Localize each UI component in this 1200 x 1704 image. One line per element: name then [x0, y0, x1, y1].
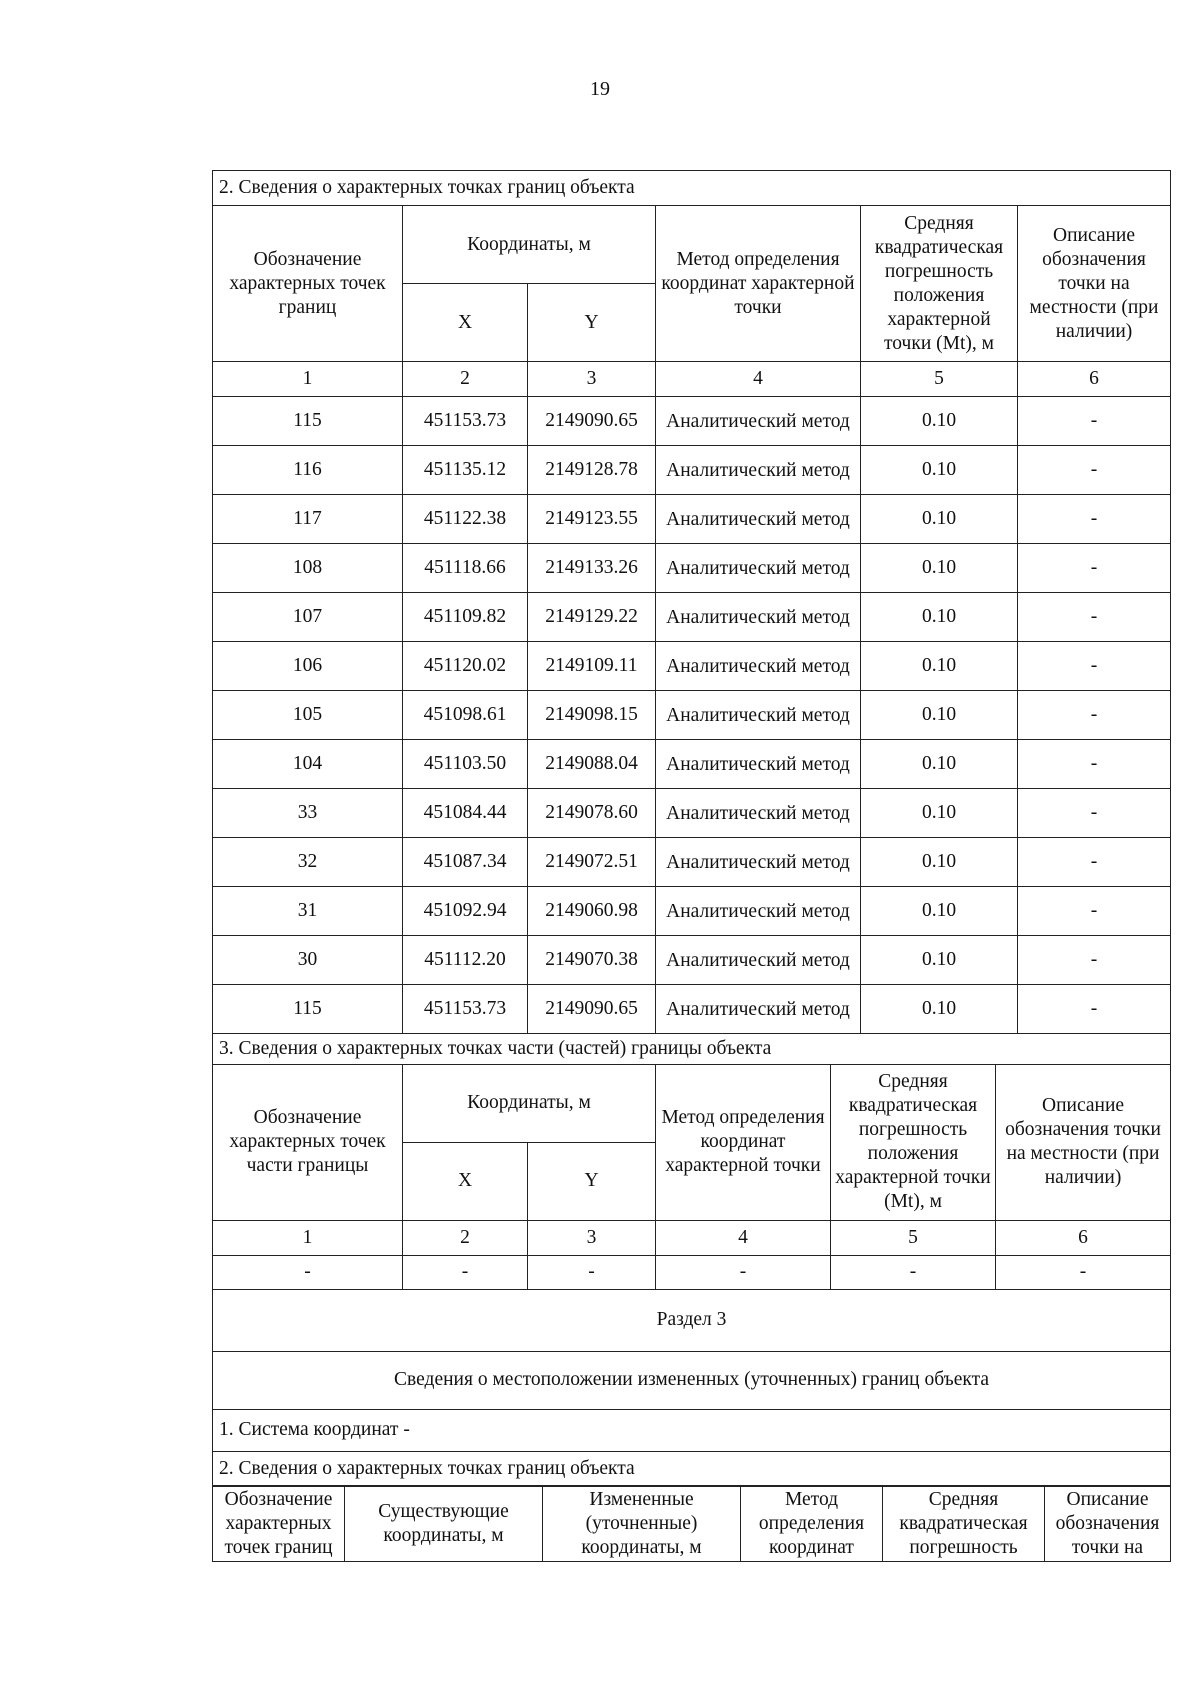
part-points-table: [212, 1033, 1171, 1487]
cell-error: 0.10: [861, 691, 1018, 740]
section-2-title: 2. Сведения о характерных точках границ объекта: [213, 171, 1171, 206]
cell-method: Аналитический метод: [656, 887, 861, 936]
cell-y: 2149060.98: [528, 887, 656, 936]
header-method: Метод определения координат характерной точки: [656, 206, 861, 362]
cell-method: Аналитический метод: [656, 789, 861, 838]
table-row: [213, 1255, 1171, 1289]
cell-y: 2149128.78: [528, 446, 656, 495]
header-y: Y: [528, 284, 656, 362]
table-row: [213, 593, 1171, 642]
header-y: Y: [528, 1142, 656, 1220]
header-point: Обозначение характерных точек части границы: [213, 1064, 403, 1220]
table-row: [213, 691, 1171, 740]
boundary-points-rows: [213, 397, 1171, 1034]
cell-x: 451084.44: [403, 789, 528, 838]
cell-description: -: [1018, 887, 1171, 936]
cell-error: 0.10: [861, 936, 1018, 985]
column-number: 1: [213, 362, 403, 397]
razdel-title: Раздел 3: [213, 1289, 1171, 1351]
cell-description: -: [1018, 691, 1171, 740]
header-method: Метод определения координат: [741, 1486, 883, 1562]
cell-x: 451153.73: [403, 397, 528, 446]
cell-method: Аналитический метод: [656, 642, 861, 691]
empty-cell: -: [528, 1255, 656, 1289]
table-row: [213, 985, 1171, 1034]
column-number: 1: [213, 1220, 403, 1255]
cell-x: 451087.34: [403, 838, 528, 887]
cell-x: 451092.94: [403, 887, 528, 936]
column-number: 3: [528, 1220, 656, 1255]
cell-x: 451109.82: [403, 593, 528, 642]
cell-y: 2149123.55: [528, 495, 656, 544]
cell-method: Аналитический метод: [656, 495, 861, 544]
cell-description: -: [1018, 397, 1171, 446]
cell-method: Аналитический метод: [656, 740, 861, 789]
cell-description: -: [1018, 789, 1171, 838]
empty-cell: -: [656, 1255, 831, 1289]
cell-method: Аналитический метод: [656, 446, 861, 495]
page-number: 19: [590, 78, 610, 100]
cell-description: -: [1018, 985, 1171, 1034]
cell-error: 0.10: [861, 446, 1018, 495]
header-coords: Координаты, м: [403, 1064, 656, 1142]
header-error: Средняя квадратическая погрешность положения характерной точки (Mt), м: [831, 1064, 996, 1220]
cell-y: 2149098.15: [528, 691, 656, 740]
cell-method: Аналитический метод: [656, 593, 861, 642]
header-point: Обозначение характерных точек границ: [213, 1486, 345, 1562]
document-sheet: [212, 170, 1170, 1562]
cell-point: 105: [213, 691, 403, 740]
cell-point: 115: [213, 397, 403, 446]
header-description: Описание обозначения точки на местности (при наличии): [996, 1064, 1171, 1220]
cell-x: 451135.12: [403, 446, 528, 495]
cell-error: 0.10: [861, 593, 1018, 642]
cell-description: -: [1018, 544, 1171, 593]
table-row: [213, 887, 1171, 936]
column-number: 5: [831, 1220, 996, 1255]
cell-description: -: [1018, 838, 1171, 887]
empty-cell: -: [996, 1255, 1171, 1289]
cell-point: 107: [213, 593, 403, 642]
cell-method: Аналитический метод: [656, 838, 861, 887]
table-row: [213, 544, 1171, 593]
table-row: [213, 838, 1171, 887]
column-number: 6: [996, 1220, 1171, 1255]
cell-error: 0.10: [861, 838, 1018, 887]
cell-y: 2149070.38: [528, 936, 656, 985]
cell-error: 0.10: [861, 495, 1018, 544]
razdel-points-title: 2. Сведения о характерных точках границ объекта: [213, 1451, 1171, 1486]
cell-point: 108: [213, 544, 403, 593]
cell-error: 0.10: [861, 985, 1018, 1034]
cell-point: 30: [213, 936, 403, 985]
empty-cell: -: [403, 1255, 528, 1289]
header-coords: Координаты, м: [403, 206, 656, 284]
header-point: Обозначение характерных точек границ: [213, 206, 403, 362]
changed-points-table: [212, 1485, 1171, 1562]
cell-x: 451122.38: [403, 495, 528, 544]
cell-error: 0.10: [861, 642, 1018, 691]
cell-method: Аналитический метод: [656, 544, 861, 593]
cell-description: -: [1018, 936, 1171, 985]
section-3-title: 3. Сведения о характерных точках части (частей) границы объекта: [213, 1033, 1171, 1064]
cell-description: -: [1018, 495, 1171, 544]
column-number: 4: [656, 1220, 831, 1255]
table-row: [213, 789, 1171, 838]
header-error: Средняя квадратическая погрешность положения характерной точки (Mt), м: [861, 206, 1018, 362]
header-method: Метод определения координат характерной точки: [656, 1064, 831, 1220]
cell-description: -: [1018, 446, 1171, 495]
column-number: 3: [528, 362, 656, 397]
cell-point: 33: [213, 789, 403, 838]
header-existing: Существующие координаты, м: [345, 1486, 543, 1562]
cell-error: 0.10: [861, 740, 1018, 789]
header-changed: Измененные (уточненные) координаты, м: [543, 1486, 741, 1562]
cell-method: Аналитический метод: [656, 397, 861, 446]
cell-x: 451118.66: [403, 544, 528, 593]
cell-x: 451098.61: [403, 691, 528, 740]
razdel-subtitle: Сведения о местоположении измененных (уточненных) границ объекта: [213, 1351, 1171, 1409]
column-number: 4: [656, 362, 861, 397]
cell-description: -: [1018, 740, 1171, 789]
table-row: [213, 495, 1171, 544]
column-number: 6: [1018, 362, 1171, 397]
cell-y: 2149129.22: [528, 593, 656, 642]
empty-cell: -: [213, 1255, 403, 1289]
cell-y: 2149088.04: [528, 740, 656, 789]
cell-error: 0.10: [861, 544, 1018, 593]
cell-y: 2149072.51: [528, 838, 656, 887]
boundary-points-table: [212, 170, 1171, 1034]
header-error: Средняя квадратическая погрешность: [883, 1486, 1045, 1562]
cell-point: 32: [213, 838, 403, 887]
cell-y: 2149133.26: [528, 544, 656, 593]
cell-point: 106: [213, 642, 403, 691]
header-x: X: [403, 284, 528, 362]
cell-point: 116: [213, 446, 403, 495]
cell-x: 451103.50: [403, 740, 528, 789]
cell-method: Аналитический метод: [656, 936, 861, 985]
cell-description: -: [1018, 593, 1171, 642]
cell-error: 0.10: [861, 397, 1018, 446]
cell-y: 2149109.11: [528, 642, 656, 691]
table-row: [213, 740, 1171, 789]
table-row: [213, 397, 1171, 446]
cell-x: 451120.02: [403, 642, 528, 691]
table-row: [213, 936, 1171, 985]
cell-x: 451112.20: [403, 936, 528, 985]
cell-y: 2149078.60: [528, 789, 656, 838]
cell-error: 0.10: [861, 887, 1018, 936]
table-row: [213, 446, 1171, 495]
cell-x: 451153.73: [403, 985, 528, 1034]
cell-y: 2149090.65: [528, 985, 656, 1034]
cell-y: 2149090.65: [528, 397, 656, 446]
cell-point: 117: [213, 495, 403, 544]
cell-method: Аналитический метод: [656, 985, 861, 1034]
empty-cell: -: [831, 1255, 996, 1289]
coord-system: 1. Система координат -: [213, 1409, 1171, 1451]
column-number: 2: [403, 1220, 528, 1255]
cell-description: -: [1018, 642, 1171, 691]
header-description: Описание обозначения точки на местности (при наличии): [1018, 206, 1171, 362]
cell-point: 104: [213, 740, 403, 789]
cell-error: 0.10: [861, 789, 1018, 838]
cell-point: 31: [213, 887, 403, 936]
header-description: Описание обозначения точки на: [1045, 1486, 1171, 1562]
cell-method: Аналитический метод: [656, 691, 861, 740]
table-row: [213, 642, 1171, 691]
column-number: 2: [403, 362, 528, 397]
cell-point: 115: [213, 985, 403, 1034]
header-x: X: [403, 1142, 528, 1220]
column-number: 5: [861, 362, 1018, 397]
